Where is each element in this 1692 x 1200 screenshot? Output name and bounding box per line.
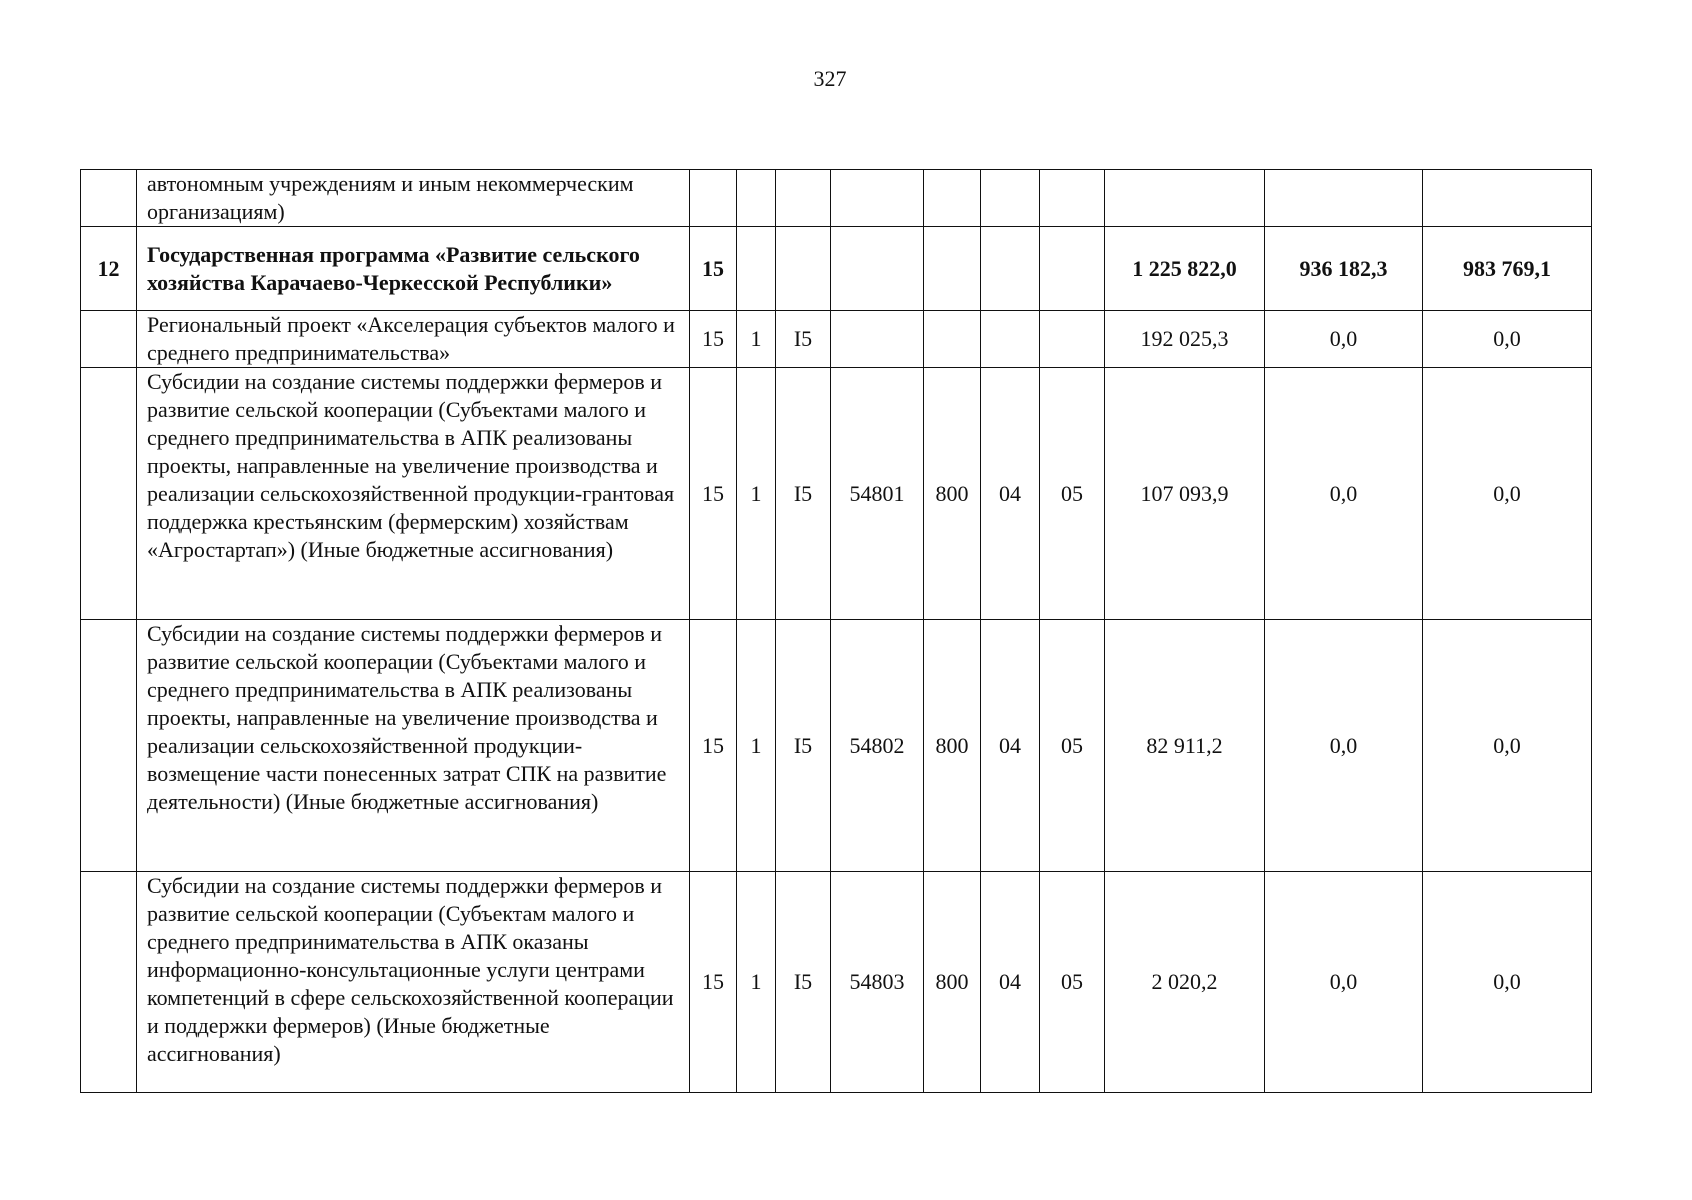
cell-pr: 05 [1040,368,1105,620]
cell-num [81,872,137,1093]
cell-om: I5 [776,872,831,1093]
table-row [81,311,1592,368]
cell-pr: 05 [1040,872,1105,1093]
cell-year3: 983 769,1 [1423,227,1592,311]
cell-gp [690,170,737,227]
cell-description: автономным учреждениям и иным некоммерческим организациям) [137,170,690,227]
cell-year2: 0,0 [1265,311,1423,368]
cell-year2: 0,0 [1265,368,1423,620]
cell-om [776,227,831,311]
cell-gp: 15 [690,227,737,311]
page-number: 327 [813,66,847,91]
cell-pr [1040,311,1105,368]
cell-om: I5 [776,620,831,872]
cell-vr: 800 [924,368,981,620]
cell-gp: 15 [690,620,737,872]
cell-pgp: 1 [737,368,776,620]
table-row [81,872,1592,1093]
table-row-program [81,227,1592,311]
cell-pr: 05 [1040,620,1105,872]
cell-num [81,368,137,620]
cell-vr [924,170,981,227]
cell-vr [924,311,981,368]
cell-pr [1040,227,1105,311]
cell-om: I5 [776,368,831,620]
cell-direction: 54801 [831,368,924,620]
cell-om: I5 [776,311,831,368]
cell-description: Государственная программа «Развитие сельского хозяйства Карачаево-Черкесской Республики» [137,227,690,311]
cell-direction [831,170,924,227]
cell-gp: 15 [690,872,737,1093]
cell-num [81,311,137,368]
cell-year3: 0,0 [1423,368,1592,620]
cell-year2: 936 182,3 [1265,227,1423,311]
cell-year3: 0,0 [1423,311,1592,368]
cell-rz: 04 [981,872,1040,1093]
cell-year1 [1105,170,1265,227]
cell-rz [981,311,1040,368]
cell-num: 12 [81,227,137,311]
cell-pgp [737,170,776,227]
cell-year2: 0,0 [1265,872,1423,1093]
cell-pgp: 1 [737,872,776,1093]
cell-year3: 0,0 [1423,872,1592,1093]
cell-direction: 54803 [831,872,924,1093]
cell-description: Субсидии на создание системы поддержки фермеров и развитие сельской кооперации (Субъектами малого и среднего предпринимательства в АПК реализованы проекты, направленные на увеличение производства и реализации сельскохозяйственной продукции-возмещение части понесенных затрат СПК на развитие деятельности) (Иные бюджетные ассигнования) [137,620,690,872]
cell-direction: 54802 [831,620,924,872]
cell-year3: 0,0 [1423,620,1592,872]
cell-vr: 800 [924,872,981,1093]
cell-year1: 1 225 822,0 [1105,227,1265,311]
cell-num [81,620,137,872]
cell-year3 [1423,170,1592,227]
cell-vr: 800 [924,620,981,872]
cell-pgp: 1 [737,311,776,368]
cell-gp: 15 [690,311,737,368]
cell-num [81,170,137,227]
cell-pgp [737,227,776,311]
cell-description: Субсидии на создание системы поддержки фермеров и развитие сельской кооперации (Субъектами малого и среднего предпринимательства в АПК реализованы проекты, направленные на увеличение производства и реализации сельскохозяйственной продукции-грантовая поддержка крестьянским (фермерским) хозяйствам «Агростартап») (Иные бюджетные ассигнования) [137,368,690,620]
cell-description: Субсидии на создание системы поддержки фермеров и развитие сельской кооперации (Субъектам малого и среднего предпринимательства в АПК оказаны информационно-консультационные услуги центрами компетенций в сфере сельскохозяйственной кооперации и поддержки фермеров) (Иные бюджетные ассигнования) [137,872,690,1093]
cell-rz: 04 [981,620,1040,872]
budget-table [80,169,1592,1093]
cell-year2 [1265,170,1423,227]
cell-year2: 0,0 [1265,620,1423,872]
cell-pgp: 1 [737,620,776,872]
cell-direction [831,227,924,311]
cell-rz [981,170,1040,227]
cell-om [776,170,831,227]
cell-year1: 2 020,2 [1105,872,1265,1093]
cell-year1: 82 911,2 [1105,620,1265,872]
cell-description: Региональный проект «Акселерация субъектов малого и среднего предпринимательства» [137,311,690,368]
table-row [81,620,1592,872]
cell-vr [924,227,981,311]
cell-pr [1040,170,1105,227]
cell-direction [831,311,924,368]
cell-year1: 192 025,3 [1105,311,1265,368]
cell-rz: 04 [981,368,1040,620]
table-row [81,170,1592,227]
cell-gp: 15 [690,368,737,620]
table-row [81,368,1592,620]
cell-rz [981,227,1040,311]
cell-year1: 107 093,9 [1105,368,1265,620]
